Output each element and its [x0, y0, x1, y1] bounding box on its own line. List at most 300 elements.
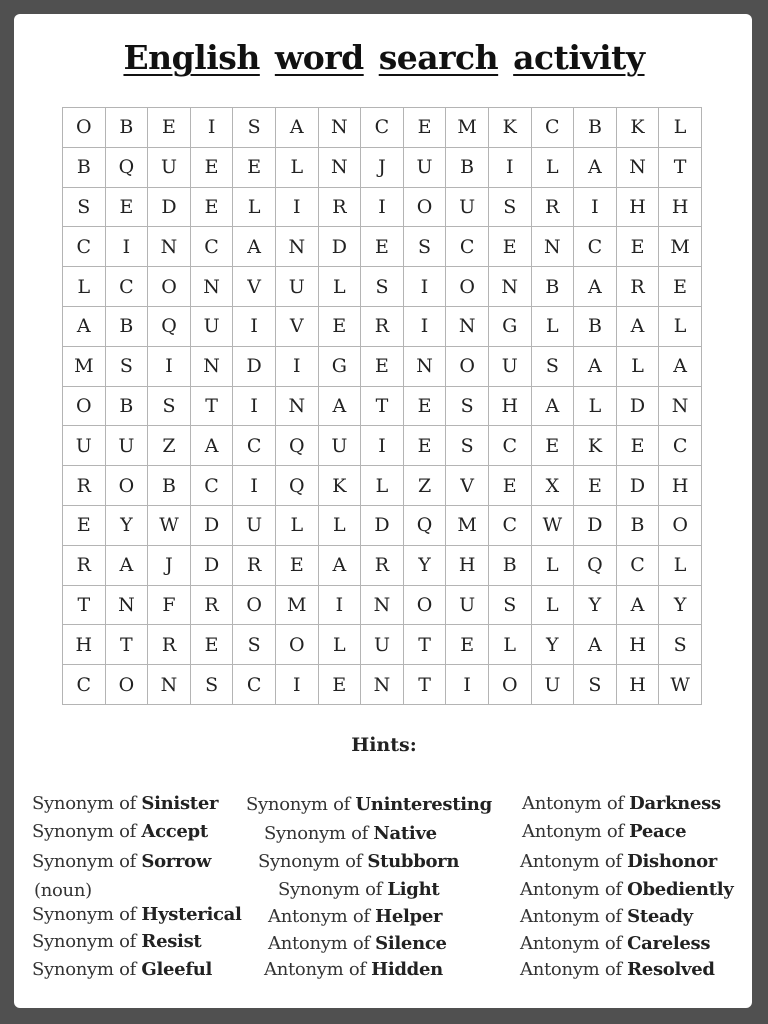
- grid-cell: U: [361, 625, 404, 665]
- grid-cell: R: [361, 545, 404, 585]
- grid-cell: Q: [148, 306, 191, 346]
- grid-cell: C: [233, 426, 276, 466]
- grid-cell: D: [190, 505, 233, 545]
- grid-row: [63, 306, 702, 346]
- grid-cell: H: [446, 545, 489, 585]
- grid-cell: O: [105, 466, 148, 506]
- grid-cell: C: [488, 505, 531, 545]
- hint-prefix: Antonym of: [520, 879, 622, 900]
- grid-cell: C: [616, 545, 659, 585]
- hint-prefix: Antonym of: [522, 821, 624, 842]
- grid-cell: A: [233, 227, 276, 267]
- grid-cell: I: [275, 187, 318, 227]
- grid-cell: E: [446, 625, 489, 665]
- hint-prefix: Antonym of: [268, 933, 370, 954]
- grid-cell: V: [446, 466, 489, 506]
- grid-cell: Q: [275, 466, 318, 506]
- grid-cell: B: [574, 306, 617, 346]
- grid-cell: I: [233, 466, 276, 506]
- grid-cell: A: [616, 585, 659, 625]
- grid-row: [63, 585, 702, 625]
- grid-cell: U: [233, 505, 276, 545]
- grid-cell: H: [63, 625, 106, 665]
- grid-cell: D: [616, 386, 659, 426]
- hint-word: Peace: [629, 821, 687, 842]
- grid-row: [63, 346, 702, 386]
- grid-cell: I: [233, 306, 276, 346]
- grid-row: [63, 505, 702, 545]
- grid-cell: R: [616, 267, 659, 307]
- grid-cell: C: [63, 227, 106, 267]
- grid-cell: N: [403, 346, 446, 386]
- grid-cell: A: [318, 386, 361, 426]
- grid-cell: R: [148, 625, 191, 665]
- hint-item: [264, 823, 437, 844]
- grid-cell: Z: [403, 466, 446, 506]
- grid-cell: L: [616, 346, 659, 386]
- grid-cell: E: [488, 466, 531, 506]
- grid-cell: C: [659, 426, 702, 466]
- grid-cell: E: [190, 147, 233, 187]
- grid-row: [63, 187, 702, 227]
- grid-cell: E: [659, 267, 702, 307]
- grid-cell: L: [275, 147, 318, 187]
- grid-cell: L: [531, 306, 574, 346]
- hint-word: Accept: [141, 821, 208, 842]
- grid-cell: O: [446, 267, 489, 307]
- grid-cell: E: [616, 426, 659, 466]
- hint-word: Dishonor: [627, 851, 717, 872]
- grid-cell: A: [574, 346, 617, 386]
- grid-cell: N: [318, 108, 361, 148]
- grid-cell: L: [531, 147, 574, 187]
- grid-cell: S: [446, 426, 489, 466]
- grid-row: [63, 227, 702, 267]
- grid-cell: L: [318, 267, 361, 307]
- grid-row: [63, 426, 702, 466]
- grid-cell: Z: [148, 426, 191, 466]
- grid-row: [63, 108, 702, 148]
- grid-cell: U: [275, 267, 318, 307]
- hint-word: Hidden: [371, 959, 443, 980]
- grid-cell: I: [148, 346, 191, 386]
- grid-cell: Q: [574, 545, 617, 585]
- grid-cell: O: [403, 187, 446, 227]
- grid-cell: D: [190, 545, 233, 585]
- grid-cell: Y: [659, 585, 702, 625]
- grid-cell: M: [446, 505, 489, 545]
- grid-cell: E: [105, 187, 148, 227]
- hint-word: Gleeful: [141, 959, 213, 980]
- hint-prefix: (noun): [34, 880, 92, 901]
- grid-cell: J: [148, 545, 191, 585]
- grid-cell: A: [63, 306, 106, 346]
- hint-item: [268, 906, 442, 927]
- hint-prefix: Synonym of: [32, 959, 136, 980]
- hint-prefix: Antonym of: [520, 959, 622, 980]
- grid-cell: C: [190, 227, 233, 267]
- grid-cell: Y: [531, 625, 574, 665]
- grid-cell: U: [63, 426, 106, 466]
- grid-cell: S: [488, 187, 531, 227]
- hints-heading: Hints:: [351, 734, 417, 756]
- grid-cell: L: [531, 545, 574, 585]
- grid-cell: N: [361, 665, 404, 705]
- grid-cell: L: [318, 625, 361, 665]
- grid-cell: D: [574, 505, 617, 545]
- grid-cell: E: [361, 227, 404, 267]
- hint-item: [32, 904, 242, 925]
- title-word: activity: [513, 38, 645, 77]
- word-search-grid: [62, 107, 702, 705]
- grid-cell: V: [233, 267, 276, 307]
- grid-cell: E: [190, 625, 233, 665]
- grid-cell: K: [488, 108, 531, 148]
- hint-word: Hysterical: [141, 904, 242, 925]
- grid-cell: S: [446, 386, 489, 426]
- grid-cell: T: [105, 625, 148, 665]
- grid-cell: S: [488, 585, 531, 625]
- grid-cell: N: [659, 386, 702, 426]
- grid-cell: C: [233, 665, 276, 705]
- grid-cell: A: [531, 386, 574, 426]
- grid-cell: B: [488, 545, 531, 585]
- title-word: word: [274, 38, 364, 77]
- grid-cell: E: [616, 227, 659, 267]
- grid-cell: N: [275, 386, 318, 426]
- grid-cell: S: [361, 267, 404, 307]
- grid-cell: E: [531, 426, 574, 466]
- hint-item: [522, 821, 686, 842]
- grid-cell: N: [275, 227, 318, 267]
- grid-cell: E: [403, 386, 446, 426]
- grid-row: [63, 267, 702, 307]
- grid-cell: I: [574, 187, 617, 227]
- hint-prefix: Synonym of: [278, 879, 382, 900]
- grid-cell: S: [148, 386, 191, 426]
- hint-item: [32, 821, 208, 842]
- hint-word: Light: [387, 879, 440, 900]
- grid-cell: B: [446, 147, 489, 187]
- hint-prefix: Synonym of: [32, 821, 136, 842]
- grid-cell: S: [105, 346, 148, 386]
- hint-item: [520, 851, 717, 872]
- grid-cell: I: [190, 108, 233, 148]
- grid-cell: C: [105, 267, 148, 307]
- grid-cell: O: [488, 665, 531, 705]
- grid-cell: V: [275, 306, 318, 346]
- grid-cell: Y: [574, 585, 617, 625]
- hint-prefix: Antonym of: [268, 906, 370, 927]
- grid-cell: S: [233, 108, 276, 148]
- hint-item: [32, 959, 212, 980]
- grid-cell: W: [531, 505, 574, 545]
- grid-cell: T: [403, 625, 446, 665]
- hint-item: [264, 959, 443, 980]
- grid-row: [63, 625, 702, 665]
- grid-cell: J: [361, 147, 404, 187]
- hint-item: [258, 851, 459, 872]
- grid-cell: N: [361, 585, 404, 625]
- grid-cell: X: [531, 466, 574, 506]
- hint-word: Stubborn: [367, 851, 460, 872]
- hint-item: [520, 959, 715, 980]
- grid-cell: T: [63, 585, 106, 625]
- grid-cell: S: [574, 665, 617, 705]
- grid-cell: S: [233, 625, 276, 665]
- grid-cell: C: [361, 108, 404, 148]
- hint-word: Native: [373, 823, 437, 844]
- grid-cell: B: [105, 386, 148, 426]
- grid-cell: T: [659, 147, 702, 187]
- hint-prefix: Synonym of: [32, 904, 136, 925]
- grid-cell: E: [574, 466, 617, 506]
- grid-cell: U: [190, 306, 233, 346]
- hint-prefix: Synonym of: [264, 823, 368, 844]
- grid-cell: L: [659, 306, 702, 346]
- title-word: search: [378, 38, 499, 77]
- grid-cell: C: [446, 227, 489, 267]
- hint-word: Obediently: [627, 879, 734, 900]
- hint-word: Sinister: [141, 793, 219, 814]
- grid-cell: L: [659, 545, 702, 585]
- grid-cell: T: [361, 386, 404, 426]
- grid-cell: N: [488, 267, 531, 307]
- grid-cell: C: [63, 665, 106, 705]
- grid-cell: U: [446, 585, 489, 625]
- grid-cell: I: [105, 227, 148, 267]
- grid-cell: U: [403, 147, 446, 187]
- hint-item: [520, 933, 710, 954]
- grid-cell: T: [190, 386, 233, 426]
- grid-cell: U: [531, 665, 574, 705]
- hint-word: Uninteresting: [355, 794, 492, 815]
- grid-cell: O: [233, 585, 276, 625]
- grid-row: [63, 545, 702, 585]
- grid-cell: D: [616, 466, 659, 506]
- grid-cell: W: [148, 505, 191, 545]
- grid-cell: O: [275, 625, 318, 665]
- grid-cell: N: [446, 306, 489, 346]
- grid-cell: E: [63, 505, 106, 545]
- grid-cell: S: [190, 665, 233, 705]
- hint-item: [32, 793, 218, 814]
- grid-cell: S: [659, 625, 702, 665]
- hint-prefix: Synonym of: [32, 931, 136, 952]
- hint-item: [268, 933, 447, 954]
- grid-cell: E: [403, 426, 446, 466]
- grid-cell: C: [190, 466, 233, 506]
- grid-cell: D: [233, 346, 276, 386]
- page-title: [0, 38, 768, 77]
- hint-word: Silence: [375, 933, 447, 954]
- grid-cell: N: [531, 227, 574, 267]
- grid-cell: E: [361, 346, 404, 386]
- grid-cell: A: [616, 306, 659, 346]
- grid-cell: E: [148, 108, 191, 148]
- grid-cell: C: [488, 426, 531, 466]
- grid-cell: B: [531, 267, 574, 307]
- grid-cell: A: [574, 267, 617, 307]
- grid-cell: W: [659, 665, 702, 705]
- hint-prefix: Synonym of: [32, 851, 136, 872]
- hint-prefix: Antonym of: [522, 793, 624, 814]
- hint-prefix: Antonym of: [520, 851, 622, 872]
- hint-word: Darkness: [629, 793, 721, 814]
- grid-row: [63, 466, 702, 506]
- hint-prefix: Synonym of: [32, 793, 136, 814]
- grid-cell: I: [403, 306, 446, 346]
- grid-cell: I: [361, 426, 404, 466]
- hint-word: Careless: [627, 933, 711, 954]
- grid-row: [63, 386, 702, 426]
- grid-cell: M: [446, 108, 489, 148]
- grid-cell: O: [105, 665, 148, 705]
- grid-cell: N: [148, 227, 191, 267]
- grid-cell: N: [190, 346, 233, 386]
- grid-cell: H: [616, 665, 659, 705]
- grid-cell: A: [275, 108, 318, 148]
- grid-cell: K: [318, 466, 361, 506]
- grid-cell: N: [616, 147, 659, 187]
- grid-cell: N: [148, 665, 191, 705]
- hint-prefix: Antonym of: [264, 959, 366, 980]
- grid-cell: R: [318, 187, 361, 227]
- grid-cell: Y: [403, 545, 446, 585]
- grid-cell: L: [233, 187, 276, 227]
- grid-cell: G: [318, 346, 361, 386]
- grid-cell: U: [488, 346, 531, 386]
- grid-cell: I: [488, 147, 531, 187]
- grid-cell: D: [318, 227, 361, 267]
- grid-cell: I: [403, 267, 446, 307]
- grid-cell: E: [190, 187, 233, 227]
- grid-cell: O: [659, 505, 702, 545]
- grid-cell: R: [63, 466, 106, 506]
- hint-prefix: Synonym of: [258, 851, 362, 872]
- grid-cell: S: [63, 187, 106, 227]
- grid-cell: Q: [403, 505, 446, 545]
- grid-cell: N: [190, 267, 233, 307]
- hint-word: Helper: [375, 906, 443, 927]
- grid-cell: U: [446, 187, 489, 227]
- grid-cell: E: [488, 227, 531, 267]
- hint-item: [522, 793, 721, 814]
- grid-cell: H: [659, 466, 702, 506]
- grid-cell: A: [659, 346, 702, 386]
- grid-cell: B: [148, 466, 191, 506]
- grid-cell: L: [318, 505, 361, 545]
- grid-cell: C: [574, 227, 617, 267]
- grid-cell: O: [148, 267, 191, 307]
- grid-cell: N: [318, 147, 361, 187]
- hint-word: Resist: [141, 931, 202, 952]
- title-word: English: [123, 38, 260, 77]
- grid-cell: I: [318, 585, 361, 625]
- grid-cell: O: [403, 585, 446, 625]
- grid-cell: Q: [105, 147, 148, 187]
- grid-cell: I: [361, 187, 404, 227]
- grid-cell: L: [361, 466, 404, 506]
- grid-cell: E: [233, 147, 276, 187]
- grid-cell: G: [488, 306, 531, 346]
- grid-cell: M: [659, 227, 702, 267]
- grid-cell: K: [574, 426, 617, 466]
- grid-cell: A: [318, 545, 361, 585]
- grid-cell: U: [105, 426, 148, 466]
- grid-cell: U: [148, 147, 191, 187]
- hint-item: [34, 880, 92, 901]
- grid-cell: Y: [105, 505, 148, 545]
- grid-cell: C: [531, 108, 574, 148]
- grid-cell: L: [488, 625, 531, 665]
- grid-cell: I: [446, 665, 489, 705]
- hint-word: Resolved: [627, 959, 715, 980]
- grid-cell: L: [574, 386, 617, 426]
- grid-cell: L: [275, 505, 318, 545]
- grid-cell: B: [616, 505, 659, 545]
- grid-cell: I: [233, 386, 276, 426]
- grid-cell: E: [318, 665, 361, 705]
- grid-cell: A: [574, 147, 617, 187]
- grid-cell: N: [105, 585, 148, 625]
- grid-cell: R: [233, 545, 276, 585]
- grid-cell: E: [275, 545, 318, 585]
- hint-prefix: Antonym of: [520, 906, 622, 927]
- hint-prefix: Synonym of: [246, 794, 350, 815]
- hint-prefix: Antonym of: [520, 933, 622, 954]
- grid-cell: K: [616, 108, 659, 148]
- hint-item: [278, 879, 439, 900]
- grid-cell: I: [275, 346, 318, 386]
- grid-cell: F: [148, 585, 191, 625]
- grid-cell: U: [318, 426, 361, 466]
- grid-cell: M: [63, 346, 106, 386]
- grid-cell: B: [574, 108, 617, 148]
- grid-cell: D: [148, 187, 191, 227]
- hint-item: [246, 794, 492, 815]
- grid-cell: A: [574, 625, 617, 665]
- grid-cell: I: [275, 665, 318, 705]
- hint-word: Steady: [627, 906, 693, 927]
- grid-cell: R: [361, 306, 404, 346]
- hint-item: [520, 879, 733, 900]
- grid-cell: E: [403, 108, 446, 148]
- grid-cell: T: [403, 665, 446, 705]
- grid-cell: S: [531, 346, 574, 386]
- grid-cell: R: [190, 585, 233, 625]
- grid-cell: L: [63, 267, 106, 307]
- grid-cell: L: [531, 585, 574, 625]
- hint-item: [520, 906, 693, 927]
- grid-cell: Q: [275, 426, 318, 466]
- grid-cell: A: [105, 545, 148, 585]
- grid-cell: H: [616, 187, 659, 227]
- grid-cell: E: [318, 306, 361, 346]
- hint-item: [32, 851, 211, 872]
- grid-cell: B: [105, 306, 148, 346]
- grid-cell: L: [659, 108, 702, 148]
- grid-cell: M: [275, 585, 318, 625]
- hint-item: [32, 931, 201, 952]
- grid-cell: S: [403, 227, 446, 267]
- grid-cell: O: [446, 346, 489, 386]
- grid-cell: D: [361, 505, 404, 545]
- grid-cell: H: [659, 187, 702, 227]
- grid-cell: H: [616, 625, 659, 665]
- grid-cell: R: [63, 545, 106, 585]
- grid-cell: A: [190, 426, 233, 466]
